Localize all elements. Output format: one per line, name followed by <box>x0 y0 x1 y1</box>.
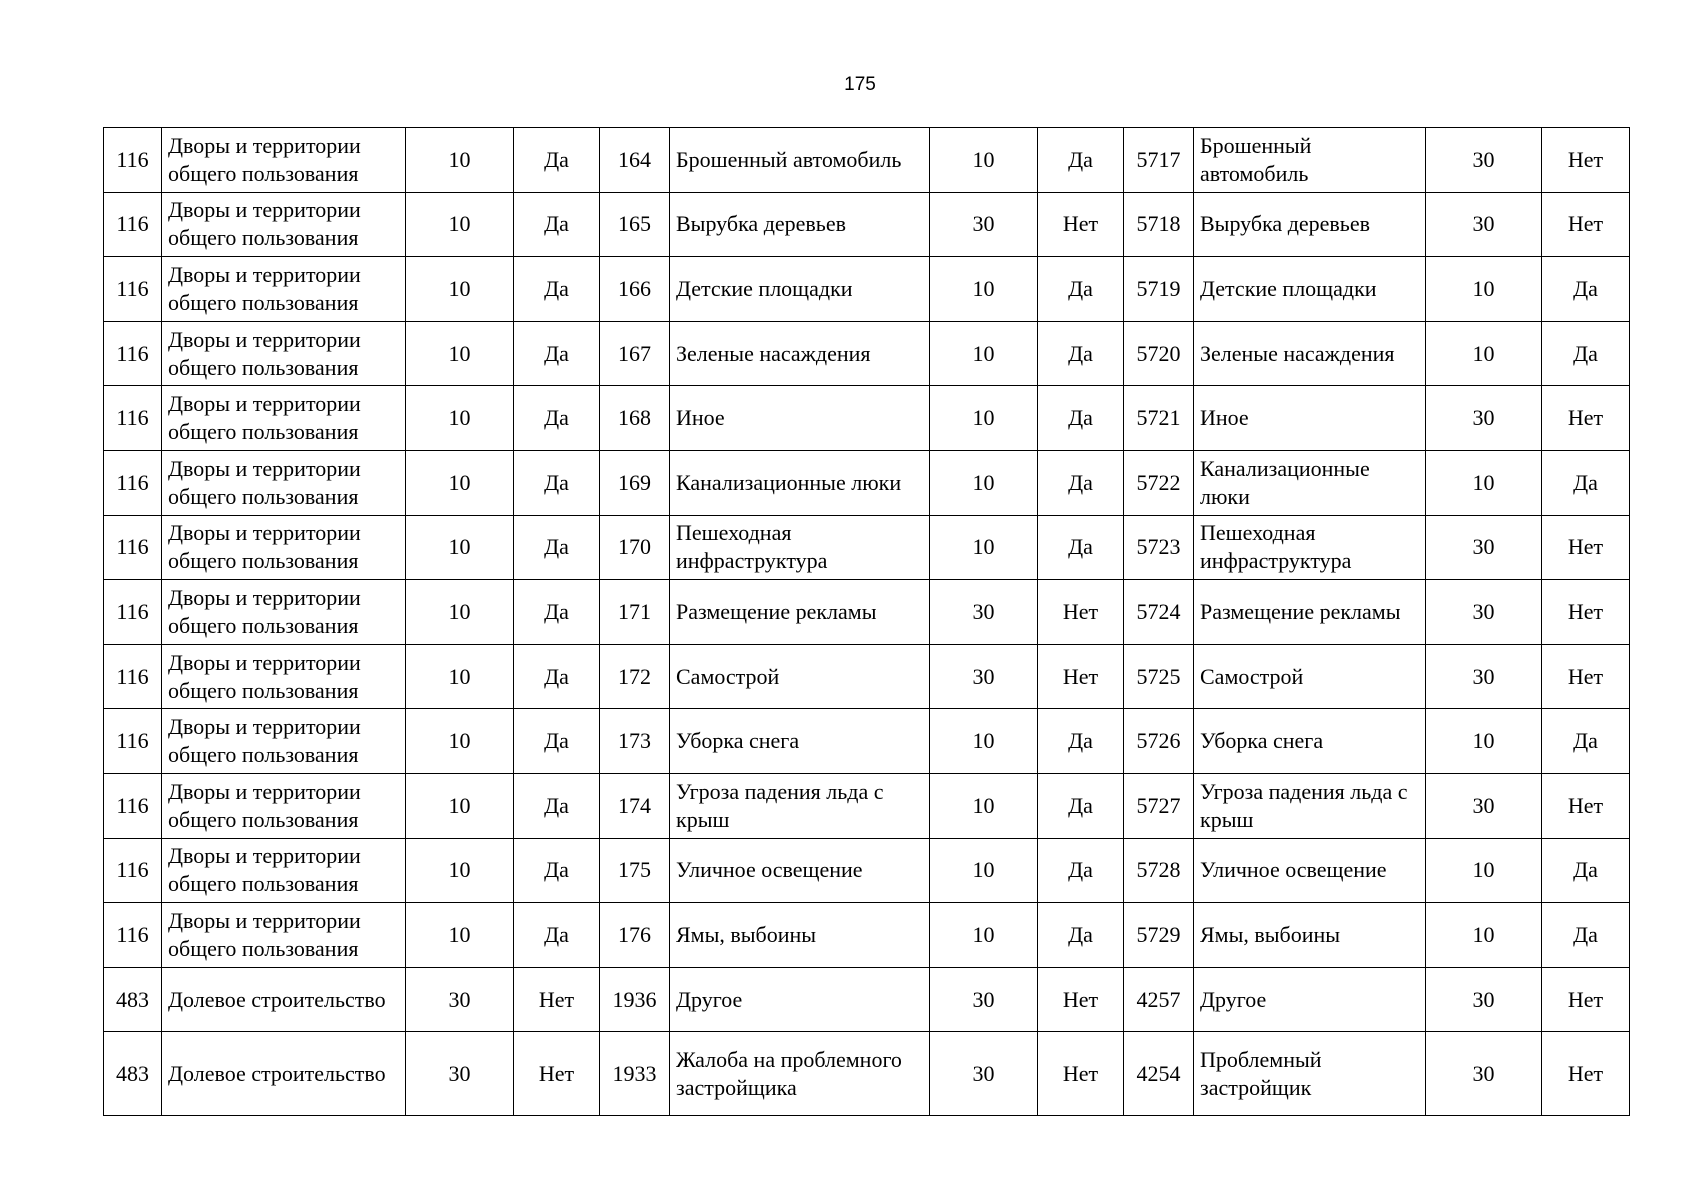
subcategory-days-cell: 30 <box>1426 515 1542 580</box>
table-row <box>104 1032 1630 1116</box>
parent-days-cell: 10 <box>406 321 514 386</box>
category-days-cell: 10 <box>930 128 1038 193</box>
subcategory-name-cell: Проблемный застройщик <box>1194 1032 1426 1116</box>
parent-name-cell: Долевое строительство <box>162 1032 406 1116</box>
subcategory-days-cell: 30 <box>1426 386 1542 451</box>
subcategory-id-cell: 5725 <box>1124 644 1194 709</box>
parent-flag-cell: Да <box>514 773 600 838</box>
category-id-cell: 170 <box>600 515 670 580</box>
data-table <box>103 127 1630 1116</box>
subcategory-flag-cell: Да <box>1542 321 1630 386</box>
subcategory-days-cell: 10 <box>1426 709 1542 774</box>
category-days-cell: 10 <box>930 903 1038 968</box>
subcategory-days-cell: 10 <box>1426 321 1542 386</box>
subcategory-name-cell: Канализационные люки <box>1194 450 1426 515</box>
parent-id-cell: 116 <box>104 386 162 451</box>
category-id-cell: 1936 <box>600 967 670 1032</box>
parent-name-cell: Дворы и территории общего пользования <box>162 321 406 386</box>
category-flag-cell: Нет <box>1038 580 1124 645</box>
parent-id-cell: 116 <box>104 838 162 903</box>
subcategory-flag-cell: Нет <box>1542 644 1630 709</box>
subcategory-name-cell: Зеленые насаждения <box>1194 321 1426 386</box>
parent-id-cell: 483 <box>104 967 162 1032</box>
parent-flag-cell: Да <box>514 450 600 515</box>
table-row <box>104 903 1630 968</box>
parent-name-cell: Дворы и территории общего пользования <box>162 580 406 645</box>
subcategory-flag-cell: Нет <box>1542 580 1630 645</box>
subcategory-days-cell: 30 <box>1426 644 1542 709</box>
category-name-cell: Иное <box>670 386 930 451</box>
subcategory-name-cell: Размещение рекламы <box>1194 580 1426 645</box>
parent-id-cell: 116 <box>104 321 162 386</box>
subcategory-days-cell: 30 <box>1426 1032 1542 1116</box>
subcategory-id-cell: 5718 <box>1124 192 1194 257</box>
subcategory-flag-cell: Нет <box>1542 386 1630 451</box>
category-flag-cell: Да <box>1038 515 1124 580</box>
table-row <box>104 580 1630 645</box>
subcategory-name-cell: Уличное освещение <box>1194 838 1426 903</box>
parent-name-cell: Дворы и территории общего пользования <box>162 838 406 903</box>
subcategory-days-cell: 30 <box>1426 773 1542 838</box>
subcategory-flag-cell: Да <box>1542 838 1630 903</box>
category-name-cell: Угроза падения льда с крыш <box>670 773 930 838</box>
category-name-cell: Размещение рекламы <box>670 580 930 645</box>
subcategory-id-cell: 4254 <box>1124 1032 1194 1116</box>
category-flag-cell: Да <box>1038 903 1124 968</box>
table-row <box>104 515 1630 580</box>
parent-id-cell: 483 <box>104 1032 162 1116</box>
table-body <box>104 128 1630 1116</box>
category-days-cell: 10 <box>930 450 1038 515</box>
parent-name-cell: Дворы и территории общего пользования <box>162 386 406 451</box>
category-name-cell: Зеленые насаждения <box>670 321 930 386</box>
category-id-cell: 171 <box>600 580 670 645</box>
subcategory-id-cell: 5724 <box>1124 580 1194 645</box>
category-days-cell: 10 <box>930 773 1038 838</box>
category-flag-cell: Нет <box>1038 644 1124 709</box>
parent-days-cell: 10 <box>406 903 514 968</box>
parent-flag-cell: Да <box>514 515 600 580</box>
parent-flag-cell: Да <box>514 580 600 645</box>
parent-name-cell: Дворы и территории общего пользования <box>162 644 406 709</box>
table-row <box>104 450 1630 515</box>
subcategory-id-cell: 5723 <box>1124 515 1194 580</box>
subcategory-days-cell: 10 <box>1426 257 1542 322</box>
table-row <box>104 257 1630 322</box>
category-name-cell: Канализационные люки <box>670 450 930 515</box>
parent-flag-cell: Да <box>514 838 600 903</box>
page-number: 175 <box>844 74 876 95</box>
category-flag-cell: Да <box>1038 257 1124 322</box>
parent-name-cell: Дворы и территории общего пользования <box>162 257 406 322</box>
subcategory-name-cell: Угроза падения льда с крыш <box>1194 773 1426 838</box>
category-days-cell: 10 <box>930 709 1038 774</box>
subcategory-flag-cell: Нет <box>1542 967 1630 1032</box>
category-flag-cell: Да <box>1038 838 1124 903</box>
subcategory-id-cell: 5720 <box>1124 321 1194 386</box>
table-row <box>104 192 1630 257</box>
category-flag-cell: Да <box>1038 709 1124 774</box>
subcategory-days-cell: 30 <box>1426 192 1542 257</box>
subcategory-name-cell: Самострой <box>1194 644 1426 709</box>
subcategory-days-cell: 10 <box>1426 450 1542 515</box>
table-row <box>104 644 1630 709</box>
subcategory-id-cell: 5726 <box>1124 709 1194 774</box>
category-days-cell: 10 <box>930 515 1038 580</box>
parent-name-cell: Дворы и территории общего пользования <box>162 903 406 968</box>
category-days-cell: 10 <box>930 321 1038 386</box>
category-name-cell: Самострой <box>670 644 930 709</box>
parent-id-cell: 116 <box>104 515 162 580</box>
subcategory-days-cell: 10 <box>1426 903 1542 968</box>
subcategory-id-cell: 5717 <box>1124 128 1194 193</box>
subcategory-flag-cell: Да <box>1542 709 1630 774</box>
subcategory-days-cell: 30 <box>1426 580 1542 645</box>
subcategory-name-cell: Брошенный автомобиль <box>1194 128 1426 193</box>
subcategory-id-cell: 4257 <box>1124 967 1194 1032</box>
parent-flag-cell: Да <box>514 709 600 774</box>
category-name-cell: Ямы, выбоины <box>670 903 930 968</box>
subcategory-name-cell: Иное <box>1194 386 1426 451</box>
parent-id-cell: 116 <box>104 644 162 709</box>
subcategory-flag-cell: Нет <box>1542 128 1630 193</box>
subcategory-name-cell: Вырубка деревьев <box>1194 192 1426 257</box>
subcategory-days-cell: 10 <box>1426 838 1542 903</box>
parent-days-cell: 10 <box>406 386 514 451</box>
category-days-cell: 10 <box>930 838 1038 903</box>
parent-name-cell: Дворы и территории общего пользования <box>162 128 406 193</box>
category-flag-cell: Да <box>1038 450 1124 515</box>
category-name-cell: Уборка снега <box>670 709 930 774</box>
table-row <box>104 773 1630 838</box>
table-row <box>104 321 1630 386</box>
parent-id-cell: 116 <box>104 903 162 968</box>
parent-days-cell: 10 <box>406 128 514 193</box>
parent-flag-cell: Да <box>514 644 600 709</box>
subcategory-id-cell: 5719 <box>1124 257 1194 322</box>
category-flag-cell: Да <box>1038 321 1124 386</box>
subcategory-flag-cell: Нет <box>1542 515 1630 580</box>
parent-flag-cell: Нет <box>514 1032 600 1116</box>
category-name-cell: Пешеходная инфраструктура <box>670 515 930 580</box>
parent-days-cell: 10 <box>406 192 514 257</box>
category-flag-cell: Да <box>1038 128 1124 193</box>
parent-days-cell: 10 <box>406 773 514 838</box>
subcategory-days-cell: 30 <box>1426 128 1542 193</box>
parent-days-cell: 10 <box>406 257 514 322</box>
parent-days-cell: 10 <box>406 644 514 709</box>
category-id-cell: 174 <box>600 773 670 838</box>
subcategory-id-cell: 5728 <box>1124 838 1194 903</box>
parent-flag-cell: Да <box>514 321 600 386</box>
parent-flag-cell: Да <box>514 192 600 257</box>
category-days-cell: 30 <box>930 644 1038 709</box>
subcategory-flag-cell: Нет <box>1542 1032 1630 1116</box>
category-days-cell: 10 <box>930 386 1038 451</box>
category-name-cell: Жалоба на проблемного застройщика <box>670 1032 930 1116</box>
parent-name-cell: Дворы и территории общего пользования <box>162 773 406 838</box>
table-row <box>104 386 1630 451</box>
category-id-cell: 176 <box>600 903 670 968</box>
subcategory-name-cell: Уборка снега <box>1194 709 1426 774</box>
parent-id-cell: 116 <box>104 192 162 257</box>
category-id-cell: 166 <box>600 257 670 322</box>
parent-id-cell: 116 <box>104 709 162 774</box>
category-id-cell: 169 <box>600 450 670 515</box>
category-days-cell: 10 <box>930 257 1038 322</box>
table-row <box>104 838 1630 903</box>
table-row <box>104 128 1630 193</box>
category-days-cell: 30 <box>930 1032 1038 1116</box>
parent-days-cell: 10 <box>406 838 514 903</box>
parent-flag-cell: Да <box>514 386 600 451</box>
subcategory-id-cell: 5722 <box>1124 450 1194 515</box>
parent-id-cell: 116 <box>104 580 162 645</box>
category-flag-cell: Нет <box>1038 192 1124 257</box>
subcategory-flag-cell: Да <box>1542 257 1630 322</box>
subcategory-id-cell: 5727 <box>1124 773 1194 838</box>
category-name-cell: Брошенный автомобиль <box>670 128 930 193</box>
table-row <box>104 709 1630 774</box>
parent-flag-cell: Да <box>514 257 600 322</box>
parent-days-cell: 10 <box>406 515 514 580</box>
parent-days-cell: 10 <box>406 580 514 645</box>
subcategory-flag-cell: Да <box>1542 450 1630 515</box>
subcategory-name-cell: Ямы, выбоины <box>1194 903 1426 968</box>
parent-id-cell: 116 <box>104 257 162 322</box>
subcategory-flag-cell: Да <box>1542 903 1630 968</box>
category-name-cell: Детские площадки <box>670 257 930 322</box>
subcategory-flag-cell: Нет <box>1542 192 1630 257</box>
parent-id-cell: 116 <box>104 128 162 193</box>
category-flag-cell: Нет <box>1038 967 1124 1032</box>
subcategory-flag-cell: Нет <box>1542 773 1630 838</box>
category-id-cell: 1933 <box>600 1032 670 1116</box>
subcategory-id-cell: 5729 <box>1124 903 1194 968</box>
table-row <box>104 967 1630 1032</box>
subcategory-name-cell: Другое <box>1194 967 1426 1032</box>
parent-name-cell: Долевое строительство <box>162 967 406 1032</box>
category-name-cell: Другое <box>670 967 930 1032</box>
category-name-cell: Вырубка деревьев <box>670 192 930 257</box>
category-days-cell: 30 <box>930 967 1038 1032</box>
subcategory-name-cell: Детские площадки <box>1194 257 1426 322</box>
parent-name-cell: Дворы и территории общего пользования <box>162 515 406 580</box>
parent-flag-cell: Нет <box>514 967 600 1032</box>
parent-name-cell: Дворы и территории общего пользования <box>162 450 406 515</box>
subcategory-id-cell: 5721 <box>1124 386 1194 451</box>
category-flag-cell: Да <box>1038 773 1124 838</box>
parent-days-cell: 10 <box>406 450 514 515</box>
category-id-cell: 167 <box>600 321 670 386</box>
parent-name-cell: Дворы и территории общего пользования <box>162 192 406 257</box>
parent-days-cell: 30 <box>406 1032 514 1116</box>
category-id-cell: 173 <box>600 709 670 774</box>
category-id-cell: 172 <box>600 644 670 709</box>
parent-days-cell: 30 <box>406 967 514 1032</box>
parent-id-cell: 116 <box>104 450 162 515</box>
category-flag-cell: Да <box>1038 386 1124 451</box>
parent-flag-cell: Да <box>514 903 600 968</box>
category-id-cell: 164 <box>600 128 670 193</box>
subcategory-days-cell: 30 <box>1426 967 1542 1032</box>
category-days-cell: 30 <box>930 580 1038 645</box>
parent-name-cell: Дворы и территории общего пользования <box>162 709 406 774</box>
category-flag-cell: Нет <box>1038 1032 1124 1116</box>
parent-id-cell: 116 <box>104 773 162 838</box>
category-name-cell: Уличное освещение <box>670 838 930 903</box>
category-id-cell: 175 <box>600 838 670 903</box>
category-id-cell: 168 <box>600 386 670 451</box>
parent-flag-cell: Да <box>514 128 600 193</box>
category-days-cell: 30 <box>930 192 1038 257</box>
parent-days-cell: 10 <box>406 709 514 774</box>
subcategory-name-cell: Пешеходная инфраструктура <box>1194 515 1426 580</box>
category-id-cell: 165 <box>600 192 670 257</box>
